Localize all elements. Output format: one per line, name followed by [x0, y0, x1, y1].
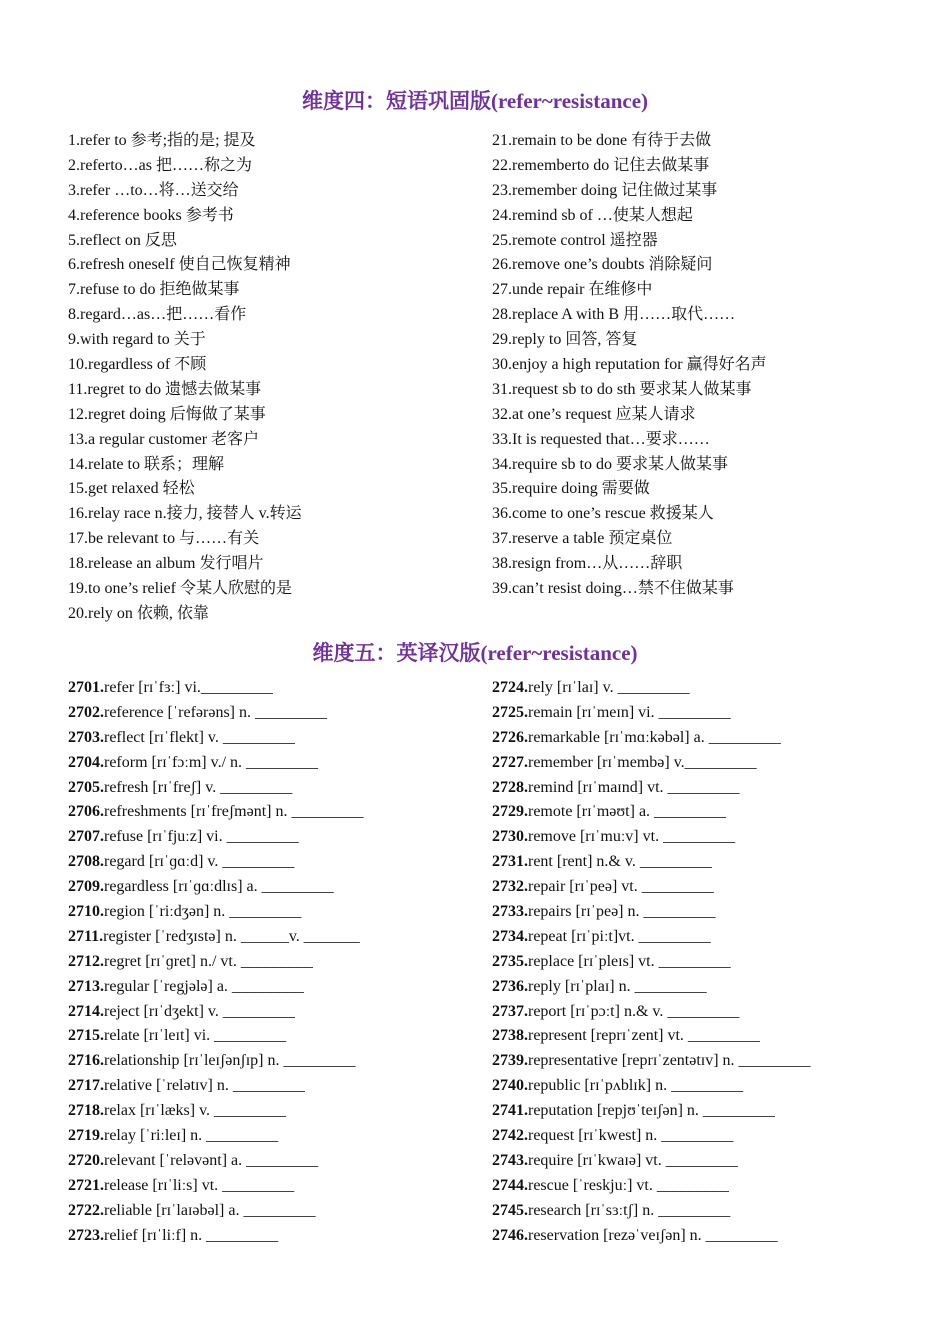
vocab-item: [68, 776, 363, 801]
vocab-entry: refer [rɪˈfɜː] vi._________: [104, 679, 273, 696]
vocab-list-left: [68, 676, 363, 1248]
vocab-item: [68, 950, 363, 975]
vocab-number: 2707.: [68, 828, 104, 846]
vocab-entry: regard [rɪˈɡɑːd] v. _________: [104, 853, 295, 871]
vocab-item: [68, 900, 363, 925]
phrase-item: 31.request sb to do sth 要求某人做某事: [492, 380, 752, 398]
vocab-item: [68, 875, 363, 900]
vocab-item: [68, 1199, 363, 1224]
vocab-item: [492, 701, 811, 726]
vocab-entry: relationship [rɪˈleɪʃənʃɪp] n. _________: [104, 1052, 356, 1070]
vocab-number: 2734.: [492, 927, 528, 945]
vocab-entry: rescue [ˈreskjuː] vt. _________: [528, 1176, 729, 1194]
phrase-item: 29.reply to 回答, 答复: [492, 331, 638, 349]
vocab-entry: regardless [rɪˈɡɑːdlɪs] a. _________: [104, 878, 334, 896]
vocab-item: [492, 776, 811, 801]
vocab-number: 2746.: [492, 1226, 528, 1244]
vocab-entry: remarkable [rɪˈmɑːkəbəl] a. _________: [528, 728, 781, 746]
vocab-number: 2738.: [492, 1027, 528, 1045]
vocab-number: 2702.: [68, 703, 104, 721]
vocab-item: [492, 950, 811, 975]
vocab-number: 2703.: [68, 728, 104, 746]
vocab-item: [68, 726, 363, 751]
vocab-number: 2720.: [68, 1151, 104, 1169]
vocab-entry: release [rɪˈliːs] vt. _________: [104, 1176, 295, 1194]
vocab-entry: regular [ˈregjələ] a. _________: [104, 977, 304, 995]
vocab-number: 2743.: [492, 1151, 528, 1169]
vocab-entry: replace [rɪˈpleɪs] vt. _________: [528, 952, 731, 970]
vocab-entry: relax [rɪˈlæks] v. _________: [104, 1102, 287, 1120]
vocab-number: 2739.: [492, 1052, 528, 1070]
vocab-number: 2701.: [68, 679, 104, 696]
vocab-entry: reputation [repjʊˈteɪʃən] n. _________: [528, 1102, 775, 1120]
vocab-item: [68, 1124, 363, 1149]
phrase-item: 21.remain to be done 有待于去做: [492, 132, 712, 149]
vocab-item: [492, 1099, 811, 1124]
vocab-entry: refuse [rɪˈfjuːz] vi. _________: [104, 828, 299, 846]
vocab-number: 2705.: [68, 778, 104, 796]
vocab-number: 2716.: [68, 1052, 104, 1070]
phrase-item: 14.relate to 联系；理解: [68, 455, 224, 473]
vocab-entry: relate [rɪˈleɪt] vi. _________: [104, 1027, 287, 1045]
vocab-entry: repeat [rɪˈpiːt]vt. _________: [528, 927, 711, 945]
vocab-number: 2731.: [492, 853, 528, 871]
vocab-number: 2724.: [492, 679, 528, 696]
vocab-entry: repair [rɪˈpeə] vt. _________: [528, 878, 714, 896]
vocab-item: [68, 1099, 363, 1124]
phrase-item: 9.with regard to 关于: [68, 331, 206, 349]
vocab-entry: remote [rɪˈməʊt] a. _________: [528, 803, 727, 821]
phrase-item: 28.replace A with B 用……取代……: [492, 306, 736, 324]
vocab-number: 2742.: [492, 1127, 528, 1145]
vocab-item: [492, 1149, 811, 1174]
phrase-item: 27.unde repair 在维修中: [492, 281, 653, 299]
vocab-number: 2726.: [492, 728, 528, 746]
vocab-item: [492, 1049, 811, 1074]
phrase-item: 22.rememberto do 记住去做某事: [492, 156, 710, 174]
phrase-item: 38.resign from…从……辞职: [492, 555, 683, 573]
vocab-item: [492, 1074, 811, 1099]
vocab-entry: reservation [rezəˈveɪʃən] n. _________: [528, 1226, 778, 1244]
vocab-number: 2725.: [492, 703, 528, 721]
vocab-number: 2741.: [492, 1102, 528, 1120]
vocab-entry: remind [rɪˈmaɪnd] vt. _________: [528, 778, 740, 796]
vocab-entry: relevant [ˈreləvənt] a. _________: [104, 1151, 319, 1169]
vocab-entry: remain [rɪˈmeɪn] vi. _________: [528, 703, 731, 721]
vocab-item: [68, 676, 363, 701]
vocab-item: [492, 875, 811, 900]
vocab-entry: relief [rɪˈliːf] n. _________: [104, 1226, 279, 1244]
vocab-entry: reference [ˈrefərəns] n. _________: [104, 703, 327, 721]
vocab-number: 2727.: [492, 753, 528, 771]
vocab-entry: relative [ˈrelətɪv] n. _________: [104, 1077, 305, 1095]
vocab-number: 2708.: [68, 853, 104, 871]
phrase-item: 34.require sb to do 要求某人做某事: [492, 455, 728, 473]
vocab-number: 2732.: [492, 878, 528, 896]
vocab-entry: remove [rɪˈmuːv] vt. _________: [528, 828, 736, 846]
phrase-item: 37.reserve a table 预定桌位: [492, 530, 673, 548]
vocab-number: 2730.: [492, 828, 528, 846]
vocab-entry: repairs [rɪˈpeə] n. _________: [528, 903, 716, 921]
vocab-number: 2728.: [492, 778, 528, 796]
vocab-item: [492, 751, 811, 776]
vocab-item: [492, 925, 811, 950]
phrase-item: 15.get relaxed 轻松: [68, 480, 195, 498]
phrase-item: 26.remove one’s doubts 消除疑问: [492, 256, 713, 274]
vocab-number: 2744.: [492, 1176, 528, 1194]
phrase-item: 23.remember doing 记住做过某事: [492, 181, 718, 199]
vocab-number: 2715.: [68, 1027, 104, 1045]
vocab-item: [68, 751, 363, 776]
vocab-item: [68, 800, 363, 825]
phrase-item: 24.remind sb of …使某人想起: [492, 206, 693, 224]
vocab-entry: republic [rɪˈpʌblɪk] n. _________: [528, 1077, 744, 1095]
phrase-item: 35.require doing 需要做: [492, 480, 650, 498]
phrase-item: 2.referto…as 把……称之为: [68, 156, 252, 174]
vocab-entry: report [rɪˈpɔːt] n.& v. _________: [528, 1002, 740, 1020]
vocab-number: 2717.: [68, 1077, 104, 1095]
vocab-entry: refresh [rɪˈfreʃ] v. _________: [104, 778, 293, 796]
vocab-number: 2733.: [492, 903, 528, 921]
phrase-item: 19.to one’s relief 令某人欣慰的是: [68, 580, 292, 598]
vocab-number: 2737.: [492, 1002, 528, 1020]
vocab-entry: request [rɪˈkwest] n. _________: [528, 1127, 734, 1145]
vocab-entry: rent [rent] n.& v. _________: [528, 853, 712, 871]
vocab-item: [68, 701, 363, 726]
vocab-item: [68, 1174, 363, 1199]
phrase-item: 10.regardless of 不顾: [68, 356, 207, 374]
vocab-entry: refreshments [rɪˈfreʃmənt] n. _________: [104, 803, 364, 821]
vocab-item: [492, 1224, 811, 1249]
phrase-list-right: [492, 129, 767, 602]
vocab-entry: represent [reprɪˈzent] vt. _________: [528, 1027, 760, 1045]
vocab-item: [492, 676, 811, 701]
vocab-item: [68, 1149, 363, 1174]
vocab-item: [492, 800, 811, 825]
vocab-item: [492, 1199, 811, 1224]
vocab-entry: require [rɪˈkwaɪə] vt. _________: [528, 1151, 738, 1169]
vocab-item: [492, 1174, 811, 1199]
vocab-entry: reliable [rɪˈlaɪəbəl] a. _________: [104, 1201, 316, 1219]
vocab-entry: representative [reprɪˈzentətɪv] n. _________: [528, 1052, 811, 1070]
phrase-item: 16.relay race n.接力, 接替人 v.转运: [68, 505, 302, 523]
phrase-item: 25.remote control 遥控器: [492, 231, 658, 249]
vocab-number: 2710.: [68, 903, 104, 921]
vocab-entry: reflect [rɪˈflekt] v. _________: [104, 728, 295, 746]
vocab-number: 2718.: [68, 1102, 104, 1120]
vocab-number: 2709.: [68, 878, 104, 896]
vocab-number: 2706.: [68, 803, 104, 821]
section-4-title: 维度四：短语巩固版(refer~resistance): [301, 89, 649, 113]
vocab-number: 2719.: [68, 1127, 104, 1145]
vocab-item: [68, 850, 363, 875]
vocab-item: [492, 726, 811, 751]
vocab-item: [492, 850, 811, 875]
phrase-item: 39.can’t resist doing…禁不住做某事: [492, 580, 734, 598]
phrase-item: 20.rely on 依赖, 依靠: [68, 604, 209, 622]
phrase-item: 5.reflect on 反思: [68, 231, 177, 249]
vocab-number: 2711.: [68, 927, 104, 945]
vocab-item: [492, 1124, 811, 1149]
vocab-item: [68, 975, 363, 1000]
phrase-item: 11.regret to do 遗憾去做某事: [68, 380, 262, 398]
vocab-number: 2736.: [492, 977, 528, 995]
vocab-number: 2740.: [492, 1077, 528, 1095]
vocab-item: [68, 1024, 363, 1049]
vocab-item: [492, 1024, 811, 1049]
phrase-item: 3.refer …to…将…送交给: [68, 181, 239, 199]
vocab-number: 2745.: [492, 1201, 528, 1219]
vocab-entry: register [ˈredʒɪstə] n. ______v. _______: [103, 927, 360, 945]
phrase-item: 17.be relevant to 与……有关: [68, 530, 260, 548]
vocab-item: [68, 1049, 363, 1074]
phrase-item: 36.come to one’s rescue 救援某人: [492, 505, 714, 523]
section-5-title: 维度五：英译汉版(refer~resistance): [312, 641, 638, 665]
vocab-number: 2713.: [68, 977, 104, 995]
vocab-item: [492, 825, 811, 850]
phrase-item: 1.refer to 参考;指的是; 提及: [68, 132, 256, 149]
vocab-entry: rely [rɪˈlaɪ] v. _________: [528, 679, 690, 696]
phrase-item: 33.It is requested that…要求……: [492, 430, 710, 448]
vocab-item: [492, 975, 811, 1000]
phrase-item: 6.refresh oneself 使自己恢复精神: [68, 256, 291, 274]
vocab-entry: reject [rɪˈdʒekt] v. _________: [104, 1002, 295, 1020]
vocab-number: 2729.: [492, 803, 528, 821]
vocab-item: [68, 1074, 363, 1099]
vocab-item: [492, 900, 811, 925]
phrase-item: 13.a regular customer 老客户: [68, 430, 260, 448]
phrase-item: 8.regard…as…把……看作: [68, 306, 247, 324]
vocab-number: 2712.: [68, 952, 104, 970]
vocab-entry: reform [rɪˈfɔːm] v./ n. _________: [104, 753, 319, 771]
phrase-item: 12.regret doing 后悔做了某事: [68, 405, 266, 423]
vocab-item: [492, 1000, 811, 1025]
vocab-entry: regret [rɪˈɡret] n./ vt. _________: [104, 952, 313, 970]
vocab-number: 2714.: [68, 1002, 104, 1020]
phrase-item: 30.enjoy a high reputation for 赢得好名声: [492, 356, 767, 374]
vocab-item: [68, 925, 363, 950]
vocab-entry: region [ˈriːdʒən] n. _________: [104, 903, 302, 921]
vocab-number: 2722.: [68, 1201, 104, 1219]
phrase-item: 7.refuse to do 拒绝做某事: [68, 281, 240, 299]
phrase-item: 4.reference books 参考书: [68, 206, 234, 224]
phrase-item: 18.release an album 发行唱片: [68, 555, 264, 573]
vocab-entry: research [rɪˈsɜːtʃ] n. _________: [528, 1201, 731, 1219]
phrase-list-left: [68, 129, 302, 627]
vocab-number: 2723.: [68, 1226, 104, 1244]
vocab-item: [68, 825, 363, 850]
vocab-item: [68, 1224, 363, 1249]
vocab-number: 2721.: [68, 1176, 104, 1194]
vocab-number: 2735.: [492, 952, 528, 970]
vocab-number: 2704.: [68, 753, 104, 771]
vocab-list-right: [492, 676, 811, 1248]
vocab-entry: relay [ˈriːleɪ] n. _________: [104, 1127, 279, 1145]
vocab-item: [68, 1000, 363, 1025]
vocab-entry: reply [rɪˈplaɪ] n. _________: [528, 977, 707, 995]
vocab-entry: remember [rɪˈmembə] v._________: [528, 753, 757, 771]
phrase-item: 32.at one’s request 应某人请求: [492, 405, 696, 423]
